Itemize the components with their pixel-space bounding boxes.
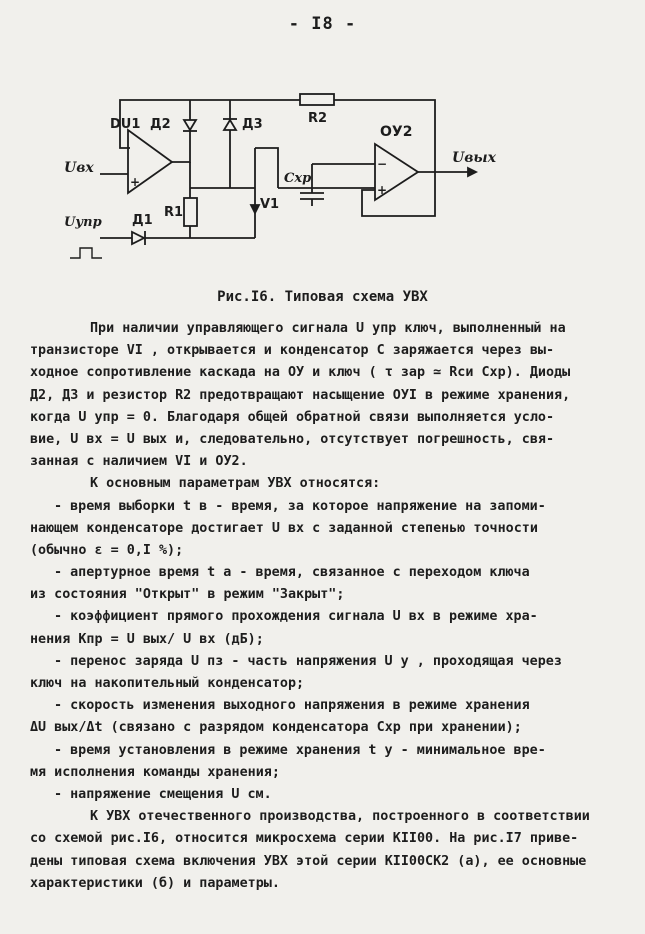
label-da1: DU1 xyxy=(110,117,141,132)
label-r1: R1 xyxy=(164,205,184,220)
label-opamp2-plus: + xyxy=(377,183,388,197)
text-line: со схемой рис.I6, относится микросхема серии КII00. На рис.I7 приве- xyxy=(30,831,579,847)
text-line: характеристики (б) и параметры. xyxy=(30,875,280,891)
label-opamp2-minus: − xyxy=(377,157,388,171)
label-uupr: Uупр xyxy=(64,215,102,230)
label-ou2: ОУ2 xyxy=(380,124,413,140)
label-d1: Д1 xyxy=(132,213,153,228)
text-line: нающем конденсаторе достигает U вх с заданной степенью точности xyxy=(30,520,538,536)
diode-d1 xyxy=(132,232,144,244)
text-line: ΔU вых/Δt (связано с разрядом конденсатора Cхр при хранении); xyxy=(30,720,522,736)
text-line: - перенос заряда U пз - часть напряжения U у , проходящая через xyxy=(54,653,562,669)
label-r2: R2 xyxy=(308,111,328,126)
label-v1: V1 xyxy=(260,197,280,212)
text-line: занная с наличием VI и ОУ2. xyxy=(30,454,248,470)
resistor-r1 xyxy=(184,198,197,226)
text-line: - время установления в режиме хранения t у - минимальное вре- xyxy=(54,742,546,758)
text-line: ключ на накопительный конденсатор; xyxy=(30,676,305,691)
text-line: - время выборки t в - время, за которое напряжение на запоми- xyxy=(54,498,546,514)
text-line: - напряжение смещения U см. xyxy=(54,786,272,802)
circuit-diagram xyxy=(50,78,530,273)
pulse-waveform xyxy=(70,248,102,258)
text-line: При наличии управляющего сигнала U упр ключ, выполненный на xyxy=(90,321,566,336)
label-d3: Д3 xyxy=(242,117,263,132)
label-uvyx: Uвых xyxy=(452,150,496,166)
text-line: (обычно ε = 0,I %); xyxy=(30,542,184,558)
body-text xyxy=(30,318,615,895)
text-line: нения Kпр = U вых/ U вх (дБ); xyxy=(30,631,264,647)
text-line: Д2, Д3 и резистор R2 предотвращают насыщение ОУI в режиме хранения, xyxy=(30,387,571,403)
text-line: ходное сопротивление каскада на ОУ и ключ ( τ зар ≃ Rси Cхр). Диоды xyxy=(30,365,571,381)
label-cxr: Cхр xyxy=(284,171,312,186)
diode-d2 xyxy=(184,120,196,130)
text-line: К УВХ отечественного производства, построенного в соответствии xyxy=(90,809,590,825)
page-number: - I8 - xyxy=(288,14,357,34)
text-line: - коэффициент прямого прохождения сигнала U вх в режиме хра- xyxy=(54,609,538,625)
text-line: вие, U вх = U вых и, следовательно, отсутствует погрешность, свя- xyxy=(30,431,555,447)
label-opamp1-plus: + xyxy=(130,175,141,189)
circuit-svg xyxy=(50,78,530,273)
resistor-r2 xyxy=(300,94,334,105)
label-uvx: Uвх xyxy=(64,160,94,176)
text-line: транзисторе VI , открывается и конденсатор C заряжается через вы- xyxy=(30,343,555,359)
text-line: когда U упр = 0. Благодаря общей обратной связи выполняется усло- xyxy=(30,409,555,425)
text-line: мя исполнения команды хранения; xyxy=(30,764,280,780)
text-line: К основным параметрам УВХ относятся: xyxy=(90,476,381,492)
label-d2: Д2 xyxy=(150,117,171,132)
text-line: из состояния "Открыт" в режим "Закрыт"; xyxy=(30,587,345,603)
text-line: дены типовая схема включения УВХ этой серии КII00СК2 (а), ее основные xyxy=(30,853,587,869)
text-line: - апертурное время t а - время, связанное с переходом ключа xyxy=(54,565,530,581)
figure-caption: Рис.I6. Типовая схема УВХ xyxy=(217,289,428,305)
diode-d3 xyxy=(224,120,236,130)
text-line: - скорость изменения выходного напряжения в режиме хранения xyxy=(54,698,530,714)
